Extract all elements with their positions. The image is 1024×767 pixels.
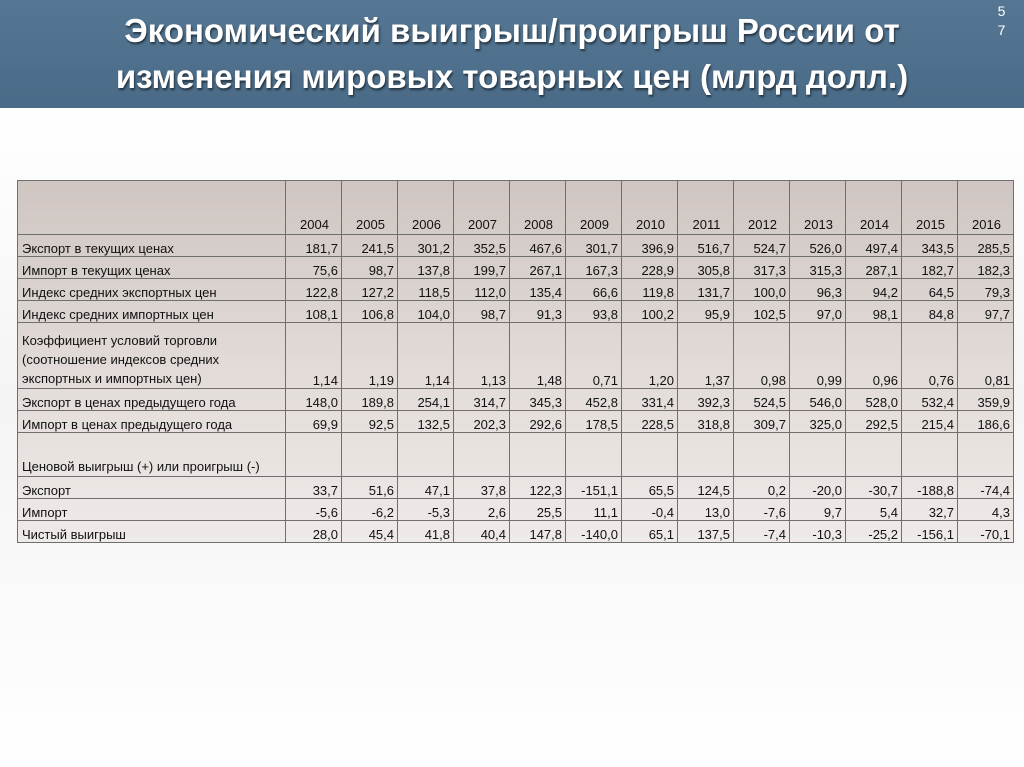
value-cell: 0,96	[846, 323, 902, 389]
row-label: Чистый выигрыш	[18, 521, 286, 543]
value-cell: 301,2	[398, 235, 454, 257]
value-cell: 331,4	[622, 389, 678, 411]
value-cell: 396,9	[622, 235, 678, 257]
value-cell	[790, 433, 846, 477]
row-label: Ценовой выигрыш (+) или проигрыш (-)	[18, 433, 286, 477]
value-cell: 97,7	[958, 301, 1014, 323]
slide-number: 5 7	[997, 3, 1009, 38]
value-cell: 292,5	[846, 411, 902, 433]
value-cell: 292,6	[510, 411, 566, 433]
value-cell	[510, 433, 566, 477]
value-cell: -10,3	[790, 521, 846, 543]
table-row	[18, 411, 1014, 433]
value-cell: 106,8	[342, 301, 398, 323]
value-cell	[566, 433, 622, 477]
value-cell: 467,6	[510, 235, 566, 257]
value-cell: 131,7	[678, 279, 734, 301]
value-cell: 98,7	[454, 301, 510, 323]
value-cell: 75,6	[286, 257, 342, 279]
value-cell: 186,6	[958, 411, 1014, 433]
value-cell	[454, 433, 510, 477]
value-cell: 318,8	[678, 411, 734, 433]
value-cell: 0,2	[734, 477, 790, 499]
value-cell: 199,7	[454, 257, 510, 279]
value-cell: 47,1	[398, 477, 454, 499]
value-cell: 317,3	[734, 257, 790, 279]
row-label: Коэффициент условий торговли (соотношение индексов средних экспортных и импортных цен)	[18, 323, 286, 389]
year-header-2010: 2010	[622, 181, 678, 235]
value-cell: 137,8	[398, 257, 454, 279]
row-label: Импорт в ценах предыдущего года	[18, 411, 286, 433]
value-cell: 228,9	[622, 257, 678, 279]
value-cell: 93,8	[566, 301, 622, 323]
year-header-2015: 2015	[902, 181, 958, 235]
value-cell	[398, 433, 454, 477]
value-cell: 267,1	[510, 257, 566, 279]
year-header-2009: 2009	[566, 181, 622, 235]
value-cell: 41,8	[398, 521, 454, 543]
value-cell: 181,7	[286, 235, 342, 257]
table-row	[18, 301, 1014, 323]
value-cell: 66,6	[566, 279, 622, 301]
value-cell: 532,4	[902, 389, 958, 411]
value-cell: 452,8	[566, 389, 622, 411]
value-cell: 202,3	[454, 411, 510, 433]
value-cell: 25,5	[510, 499, 566, 521]
value-cell: -6,2	[342, 499, 398, 521]
header-label-cell	[18, 181, 286, 235]
value-cell: 102,5	[734, 301, 790, 323]
value-cell: 84,8	[902, 301, 958, 323]
value-cell: -7,6	[734, 499, 790, 521]
row-label: Экспорт в текущих ценах	[18, 235, 286, 257]
year-header-2014: 2014	[846, 181, 902, 235]
year-header-2011: 2011	[678, 181, 734, 235]
value-cell: 148,0	[286, 389, 342, 411]
value-cell: 497,4	[846, 235, 902, 257]
value-cell: 119,8	[622, 279, 678, 301]
value-cell: 325,0	[790, 411, 846, 433]
value-cell: 135,4	[510, 279, 566, 301]
value-cell: 92,5	[342, 411, 398, 433]
value-cell: 108,1	[286, 301, 342, 323]
value-cell: -5,3	[398, 499, 454, 521]
value-cell	[342, 433, 398, 477]
value-cell: 104,0	[398, 301, 454, 323]
year-header-2008: 2008	[510, 181, 566, 235]
table-row	[18, 499, 1014, 521]
value-cell: 40,4	[454, 521, 510, 543]
value-cell: 285,5	[958, 235, 1014, 257]
year-header-2007: 2007	[454, 181, 510, 235]
value-cell: -74,4	[958, 477, 1014, 499]
value-cell: 37,8	[454, 477, 510, 499]
value-cell: 32,7	[902, 499, 958, 521]
value-cell: 122,8	[286, 279, 342, 301]
value-cell: -151,1	[566, 477, 622, 499]
value-cell: 94,2	[846, 279, 902, 301]
value-cell: 0,99	[790, 323, 846, 389]
value-cell: 5,4	[846, 499, 902, 521]
value-cell: 0,98	[734, 323, 790, 389]
value-cell	[678, 433, 734, 477]
value-cell: 392,3	[678, 389, 734, 411]
value-cell: 309,7	[734, 411, 790, 433]
value-cell: 352,5	[454, 235, 510, 257]
value-cell: 65,5	[622, 477, 678, 499]
value-cell: 1,14	[398, 323, 454, 389]
value-cell: 137,5	[678, 521, 734, 543]
value-cell: -70,1	[958, 521, 1014, 543]
value-cell: -30,7	[846, 477, 902, 499]
value-cell: -20,0	[790, 477, 846, 499]
year-header-2004: 2004	[286, 181, 342, 235]
value-cell: -5,6	[286, 499, 342, 521]
year-header-2013: 2013	[790, 181, 846, 235]
value-cell: 182,3	[958, 257, 1014, 279]
table-row	[18, 257, 1014, 279]
value-cell: 91,3	[510, 301, 566, 323]
value-cell: 64,5	[902, 279, 958, 301]
value-cell	[958, 433, 1014, 477]
value-cell: 178,5	[566, 411, 622, 433]
table-header-row	[18, 181, 1014, 235]
value-cell: 132,5	[398, 411, 454, 433]
value-cell: 127,2	[342, 279, 398, 301]
value-cell: 516,7	[678, 235, 734, 257]
value-cell: 100,2	[622, 301, 678, 323]
value-cell: 112,0	[454, 279, 510, 301]
value-cell: 45,4	[342, 521, 398, 543]
title-bar	[0, 0, 1024, 108]
value-cell: 359,9	[958, 389, 1014, 411]
value-cell: 0,81	[958, 323, 1014, 389]
year-header-2016: 2016	[958, 181, 1014, 235]
value-cell: -140,0	[566, 521, 622, 543]
value-cell: 305,8	[678, 257, 734, 279]
value-cell: 343,5	[902, 235, 958, 257]
value-cell: 182,7	[902, 257, 958, 279]
value-cell: 147,8	[510, 521, 566, 543]
table-row	[18, 235, 1014, 257]
value-cell: 167,3	[566, 257, 622, 279]
slide-title-line-2: изменения мировых товарных цен (млрд долл.)	[115, 58, 909, 95]
value-cell: 546,0	[790, 389, 846, 411]
value-cell: 1,20	[622, 323, 678, 389]
row-label: Индекс средних экспортных цен	[18, 279, 286, 301]
value-cell: 1,37	[678, 323, 734, 389]
value-cell: 98,1	[846, 301, 902, 323]
slide-title-line-1: Экономический выигрыш/проигрыш России от	[124, 12, 900, 49]
value-cell: 315,3	[790, 257, 846, 279]
value-cell: 1,13	[454, 323, 510, 389]
table-row	[18, 323, 1014, 389]
value-cell: -0,4	[622, 499, 678, 521]
value-cell: 314,7	[454, 389, 510, 411]
value-cell	[902, 433, 958, 477]
value-cell: 241,5	[342, 235, 398, 257]
value-cell: 526,0	[790, 235, 846, 257]
value-cell: 79,3	[958, 279, 1014, 301]
row-label: Импорт	[18, 499, 286, 521]
value-cell: 254,1	[398, 389, 454, 411]
row-label: Индекс средних импортных цен	[18, 301, 286, 323]
value-cell: 28,0	[286, 521, 342, 543]
value-cell	[622, 433, 678, 477]
year-header-2012: 2012	[734, 181, 790, 235]
value-cell	[846, 433, 902, 477]
value-cell: 524,5	[734, 389, 790, 411]
value-cell: 189,8	[342, 389, 398, 411]
value-cell: 1,14	[286, 323, 342, 389]
row-label: Экспорт	[18, 477, 286, 499]
value-cell: 97,0	[790, 301, 846, 323]
value-cell: 124,5	[678, 477, 734, 499]
value-cell: 2,6	[454, 499, 510, 521]
value-cell: 345,3	[510, 389, 566, 411]
value-cell	[286, 433, 342, 477]
value-cell: 51,6	[342, 477, 398, 499]
value-cell: -7,4	[734, 521, 790, 543]
table-row	[18, 279, 1014, 301]
value-cell: 11,1	[566, 499, 622, 521]
value-cell: 33,7	[286, 477, 342, 499]
value-cell: 1,48	[510, 323, 566, 389]
value-cell: 301,7	[566, 235, 622, 257]
table-row	[18, 477, 1014, 499]
value-cell: 9,7	[790, 499, 846, 521]
row-label: Импорт в текущих ценах	[18, 257, 286, 279]
value-cell: -188,8	[902, 477, 958, 499]
value-cell: 96,3	[790, 279, 846, 301]
value-cell: 98,7	[342, 257, 398, 279]
value-cell: 69,9	[286, 411, 342, 433]
year-header-2005: 2005	[342, 181, 398, 235]
value-cell: 1,19	[342, 323, 398, 389]
value-cell: 65,1	[622, 521, 678, 543]
trade-table	[17, 180, 1014, 543]
value-cell: 100,0	[734, 279, 790, 301]
value-cell: -25,2	[846, 521, 902, 543]
value-cell: 524,7	[734, 235, 790, 257]
value-cell: 287,1	[846, 257, 902, 279]
row-label: Экспорт в ценах предыдущего года	[18, 389, 286, 411]
value-cell: 13,0	[678, 499, 734, 521]
table-row	[18, 521, 1014, 543]
value-cell: 118,5	[398, 279, 454, 301]
year-header-2006: 2006	[398, 181, 454, 235]
value-cell: -156,1	[902, 521, 958, 543]
value-cell: 215,4	[902, 411, 958, 433]
table-row	[18, 433, 1014, 477]
value-cell: 95,9	[678, 301, 734, 323]
value-cell: 0,76	[902, 323, 958, 389]
value-cell	[734, 433, 790, 477]
value-cell: 0,71	[566, 323, 622, 389]
value-cell: 228,5	[622, 411, 678, 433]
value-cell: 4,3	[958, 499, 1014, 521]
value-cell: 528,0	[846, 389, 902, 411]
slide-title	[0, 8, 1024, 100]
value-cell: 122,3	[510, 477, 566, 499]
table-row	[18, 389, 1014, 411]
